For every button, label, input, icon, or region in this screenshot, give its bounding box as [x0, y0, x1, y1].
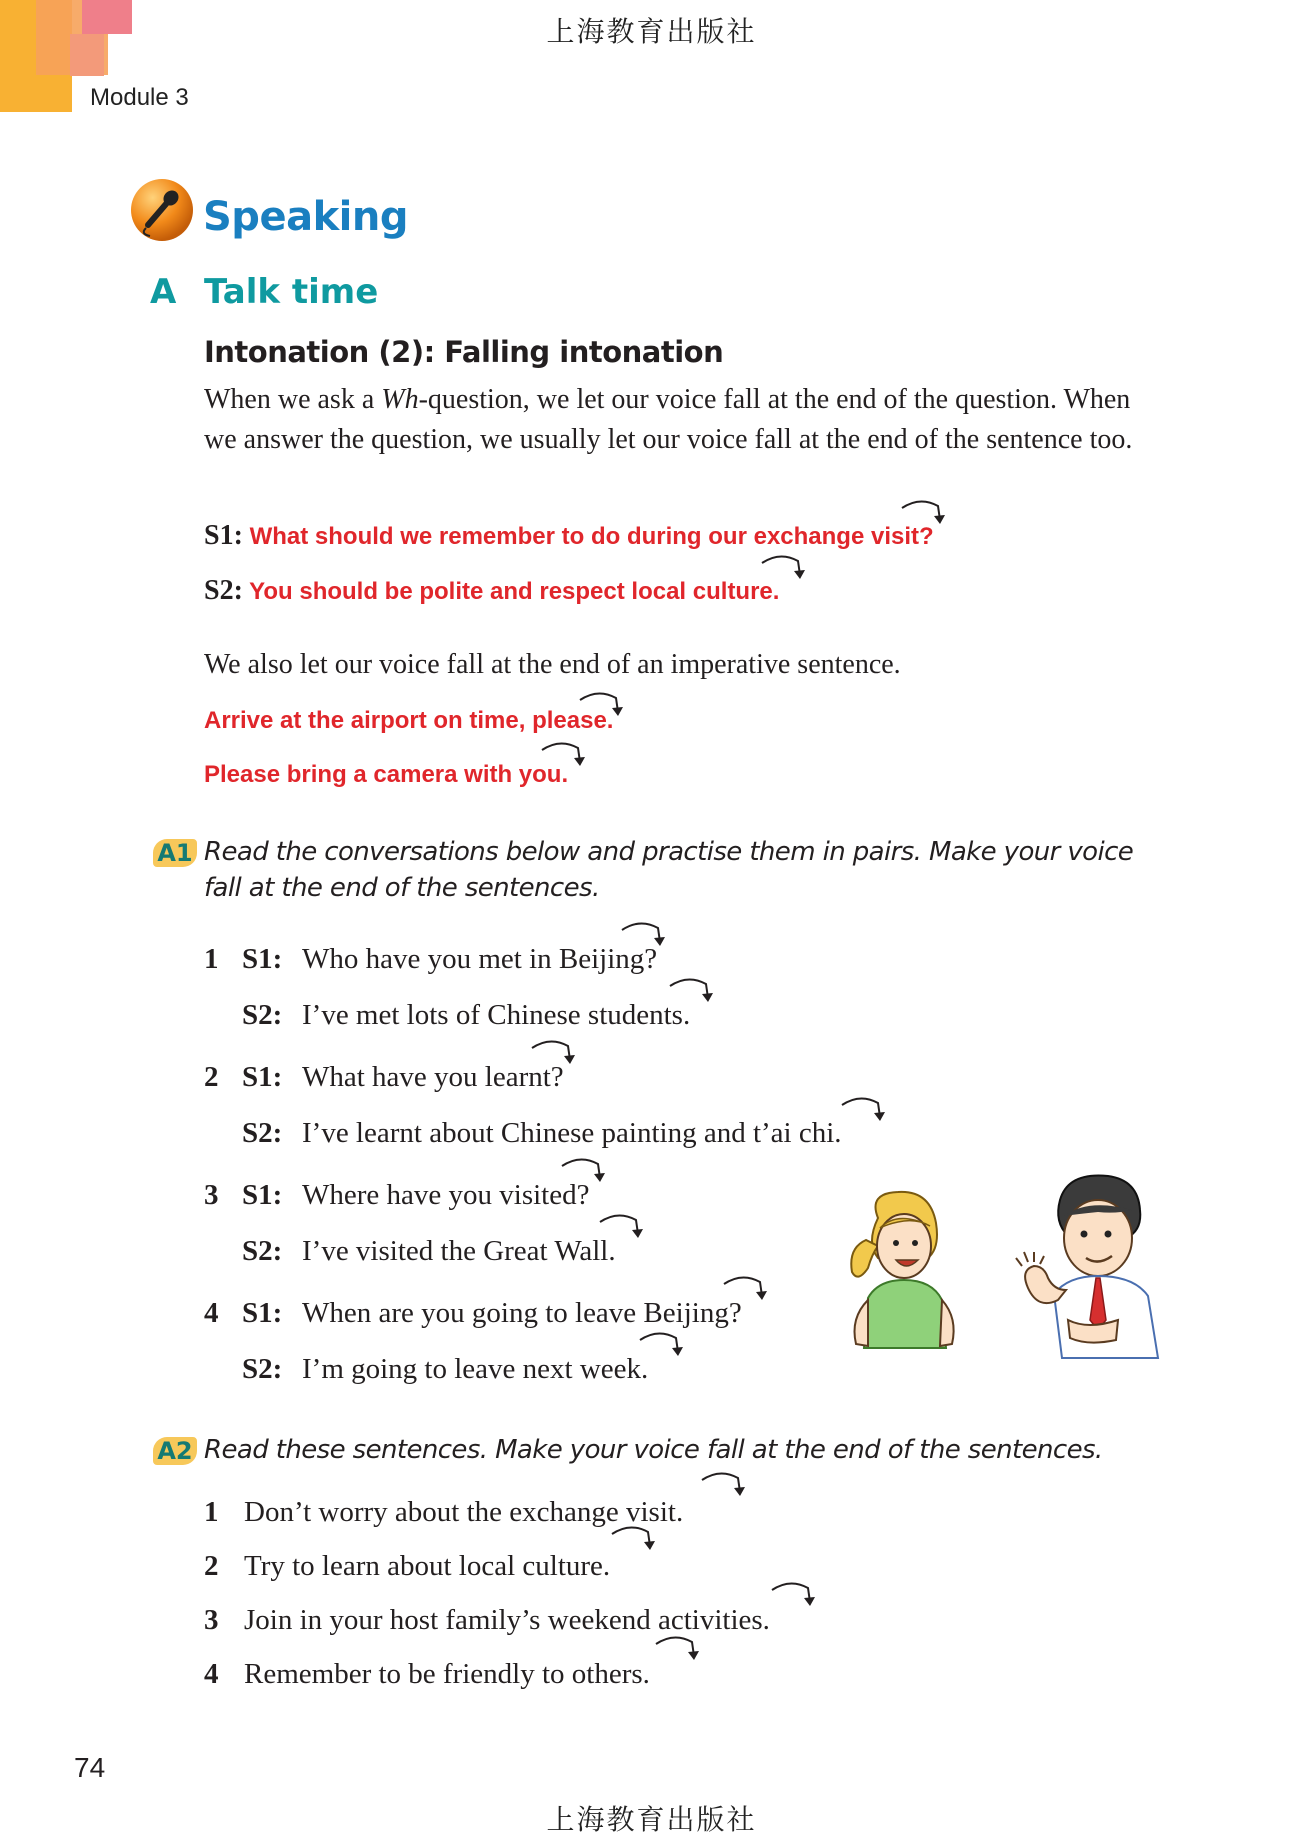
falling-intonation-arrow-icon	[530, 1038, 578, 1066]
falling-intonation-arrow-icon	[722, 1274, 770, 1302]
falling-intonation-arrow-icon	[560, 1156, 608, 1184]
falling-intonation-arrow-icon	[700, 1470, 748, 1498]
wh-emphasis: Wh	[381, 384, 419, 415]
conversation-3-s1: 3 S1: Where have you visited?	[204, 1179, 590, 1211]
falling-intonation-arrow-icon	[578, 690, 626, 718]
falling-intonation-arrow-icon	[540, 740, 588, 768]
intro-paragraph: When we ask a Wh-question, we let our voice fall at the end of the question. When we answer the question, we usually let our voice fall at the end of the sentence too.	[204, 384, 1133, 455]
falling-intonation-arrow-icon	[610, 1524, 658, 1552]
conversation-4-s1: 4 S1: When are you going to leave Beijing?	[204, 1297, 742, 1329]
imperative-2: Please bring a camera with you.	[204, 761, 569, 788]
falling-intonation-arrow-icon	[598, 1212, 646, 1240]
publisher-footer: 上海教育出版社	[546, 1803, 757, 1836]
falling-intonation-arrow-icon	[620, 920, 668, 948]
microphone-icon	[130, 178, 194, 242]
falling-intonation-arrow-icon	[638, 1330, 686, 1358]
falling-intonation-arrow-icon	[840, 1095, 888, 1123]
girl-illustration	[838, 1188, 968, 1353]
conversation-1-s1: 1 S1: Who have you met in Beijing?	[204, 943, 658, 975]
section-title: Talk time	[204, 272, 379, 312]
publisher-header: 上海教育出版社	[546, 15, 757, 48]
sentence-2: 2 Try to learn about local culture.	[204, 1550, 611, 1582]
example-s2: S2: You should be polite and respect local culture.	[204, 575, 780, 606]
section-letter: A	[150, 272, 177, 312]
example-s1: S1: What should we remember to do during our exchange visit?	[204, 520, 934, 551]
sentence-3: 3 Join in your host family’s weekend activities.	[204, 1604, 770, 1636]
sentence-1: 1 Don’t worry about the exchange visit.	[204, 1496, 684, 1528]
falling-intonation-arrow-icon	[654, 1634, 702, 1662]
imperative-1: Arrive at the airport on time, please.	[204, 707, 614, 734]
falling-intonation-arrow-icon	[770, 1580, 818, 1608]
module-label: Module 3	[90, 84, 189, 111]
task-a2-instruction: Read these sentences. Make your voice fall at the end of the sentences.	[204, 1435, 1103, 1465]
sentence-4: 4 Remember to be friendly to others.	[204, 1658, 650, 1690]
boy-illustration	[998, 1170, 1168, 1360]
imperative-intro: We also let our voice fall at the end of an imperative sentence.	[204, 649, 901, 680]
speaking-title: Speaking	[203, 194, 408, 240]
intonation-heading: Intonation (2): Falling intonation	[204, 335, 724, 369]
task-a1-instruction: Read the conversations below and practise them in pairs. Make your voice fall at the end of the sentences.	[204, 837, 1134, 903]
falling-intonation-arrow-icon	[760, 553, 808, 581]
conversation-2-s1: 2 S1: What have you learnt?	[204, 1061, 564, 1093]
task-badge-a1: A1	[153, 839, 197, 867]
section-heading	[150, 272, 378, 312]
falling-intonation-arrow-icon	[668, 976, 716, 1004]
page-number: 74	[74, 1752, 106, 1783]
task-badge-a2: A2	[153, 1437, 197, 1465]
falling-intonation-arrow-icon	[900, 498, 948, 526]
